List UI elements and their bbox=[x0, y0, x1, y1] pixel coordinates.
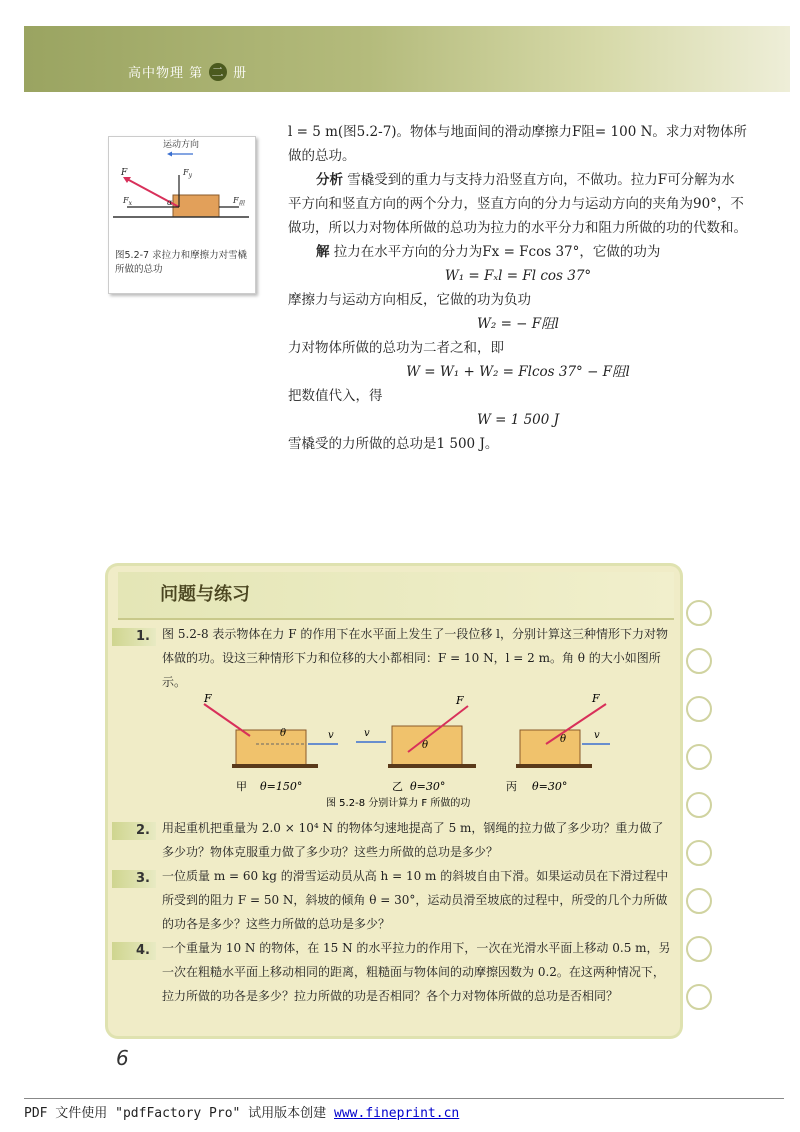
exercise-2-text: 用起重机把重量为 2.0 × 10⁴ N 的物体匀速地提高了 5 m，钢绳的拉力做了多少功？重力做了多少功？物体克服重力做了多少功？这些力所做的总功是多少？ bbox=[162, 821, 664, 859]
panel-angle-jia: θ=150° bbox=[260, 780, 303, 793]
binder-ring bbox=[686, 648, 712, 674]
panel-angle-yi: θ=30° bbox=[410, 780, 446, 793]
exercise-number: 4. bbox=[112, 942, 156, 960]
panel-label-jia: 甲 bbox=[236, 780, 247, 793]
label-v-yi: v bbox=[364, 728, 370, 739]
label-F-yi: F bbox=[456, 694, 464, 707]
text-substitute: 把数值代入，得 bbox=[288, 388, 383, 404]
binder-ring bbox=[686, 936, 712, 962]
label-F-jia: F bbox=[204, 692, 212, 705]
equation-1: W₁ = Fₓl = Fl cos 37° bbox=[444, 268, 592, 284]
binder-ring bbox=[686, 600, 712, 626]
analysis-text: 雪橇受到的重力与支持力沿竖直方向，不做功。拉力F可分解为水平方向和竖直方向的两个分力，竖直方向的分力与运动方向的夹角为90°，不做功，所以力对物体所做的总功为拉力的水平分力和阻力所做的功的代数和。 bbox=[288, 172, 747, 236]
binder-ring bbox=[686, 984, 712, 1010]
label-F-bing: F bbox=[592, 692, 600, 705]
label-v-jia: v bbox=[328, 730, 334, 741]
label-Fy: $F_y$ bbox=[183, 168, 192, 179]
equation-2: W₂ = − F阻l bbox=[477, 316, 559, 332]
figure-5-2-8 bbox=[196, 692, 636, 810]
block-jia bbox=[236, 730, 306, 766]
binder-ring bbox=[686, 744, 712, 770]
label-theta-bing: θ bbox=[560, 734, 567, 745]
panel-angle-bing: θ=30° bbox=[532, 780, 568, 793]
direction-arrowhead bbox=[167, 152, 172, 157]
volume-badge: 二 bbox=[209, 63, 227, 81]
exercise-title: 问题与练习 bbox=[160, 584, 250, 605]
label-v-bing: v bbox=[594, 730, 600, 741]
exercise-1-text: 图 5.2-8 表示物体在力 F 的作用下在水平面上发生了一段位移 l，分别计算这三种情形下力对物体做的功。设这三种情形下力和位移的大小都相同：F = 10 N，l = 2 m。角 θ 的大小如图所示。 bbox=[162, 627, 669, 689]
label-theta-yi: θ bbox=[422, 740, 429, 751]
label-angle: α bbox=[167, 198, 173, 207]
solution-paragraph bbox=[288, 240, 748, 264]
text-conclusion: 雪橇受的力所做的总功是1 500 J。 bbox=[288, 436, 499, 452]
exercise-number: 2. bbox=[112, 822, 156, 840]
page-number: 6 bbox=[116, 1046, 129, 1070]
label-Fx: $F_x$ bbox=[123, 196, 132, 207]
label-F: F bbox=[121, 168, 128, 178]
panel-label-yi: 乙 bbox=[392, 780, 403, 793]
binder-ring bbox=[686, 696, 712, 722]
text-friction: 摩擦力与运动方向相反，它做的功为负功 bbox=[288, 292, 531, 308]
footer-link[interactable]: www.fineprint.cn bbox=[334, 1106, 460, 1121]
figure-caption-528: 图 5.2-8 分别计算力 F 所做的功 bbox=[326, 798, 471, 809]
figure-5-2-7 bbox=[108, 136, 256, 294]
exercise-3-text: 一位质量 m = 60 kg 的滑雪运动员从高 h = 10 m 的斜坡自由下滑。如果运动员在下滑过程中所受到的阻力 F = 50 N，斜坡的倾角 θ = 30°，运动员滑至坡底的过程中，所受的几个力所做的功各是多少？这些力所做的总功是多少？ bbox=[162, 869, 669, 931]
sled-block bbox=[173, 195, 219, 217]
header-suffix: 册 bbox=[233, 66, 248, 81]
solution-text: 拉力在水平方向的分力为Fx = Fcos 37°，它做的功为 bbox=[333, 244, 661, 260]
equation-3: W = W₁ + W₂ = Flcos 37° − F阻l bbox=[406, 364, 630, 380]
block-bing bbox=[520, 730, 580, 766]
binder-ring bbox=[686, 792, 712, 818]
label-Ff: $F_阻$ bbox=[233, 196, 245, 207]
force-jia bbox=[204, 704, 250, 736]
header-title: 高中物理 第 bbox=[128, 66, 204, 81]
exercise-4-text: 一个重量为 10 N 的物体，在 15 N 的水平拉力的作用下，一次在光滑水平面上移动 0.5 m，另一次在粗糙水平面上移动相同的距离，粗糙面与物体间的动摩擦因数为 0.2。在这两种情况下，拉力所做的功各是多少？拉力所做的功是否相同？各个力对物体所做的总功是否相同？ bbox=[162, 941, 671, 1003]
header-band bbox=[24, 26, 790, 92]
running-header bbox=[128, 62, 247, 81]
figure-caption: 图5.2-7 求拉力和摩擦力对雪橇所做的总功 bbox=[115, 250, 248, 275]
panel-label-bing: 丙 bbox=[506, 780, 517, 793]
binder-ring bbox=[686, 840, 712, 866]
binder-ring bbox=[686, 888, 712, 914]
equation-4: W = 1 500 J bbox=[476, 412, 560, 428]
sled-force-diagram bbox=[109, 137, 255, 249]
exercise-number: 3. bbox=[112, 870, 156, 888]
solution-label: 解 bbox=[316, 244, 330, 260]
main-text bbox=[288, 120, 748, 456]
text-total: 力对物体所做的总功为二者之和，即 bbox=[288, 340, 504, 356]
analysis-label: 分析 bbox=[316, 172, 343, 188]
footer-text: PDF 文件使用 "pdfFactory Pro" 试用版本创建 bbox=[24, 1106, 335, 1121]
problem-continuation: l = 5 m(图5.2-7)。物体与地面间的滑动摩擦力F阻= 100 N。求力对物体所做的总功。 bbox=[288, 124, 747, 164]
exercise-number: 1. bbox=[112, 628, 156, 646]
label-theta-jia: θ bbox=[280, 728, 287, 739]
footer-rule bbox=[24, 1098, 784, 1099]
analysis-paragraph bbox=[288, 168, 748, 240]
direction-label: 运动方向 bbox=[163, 140, 200, 150]
footer-notice bbox=[24, 1102, 459, 1121]
